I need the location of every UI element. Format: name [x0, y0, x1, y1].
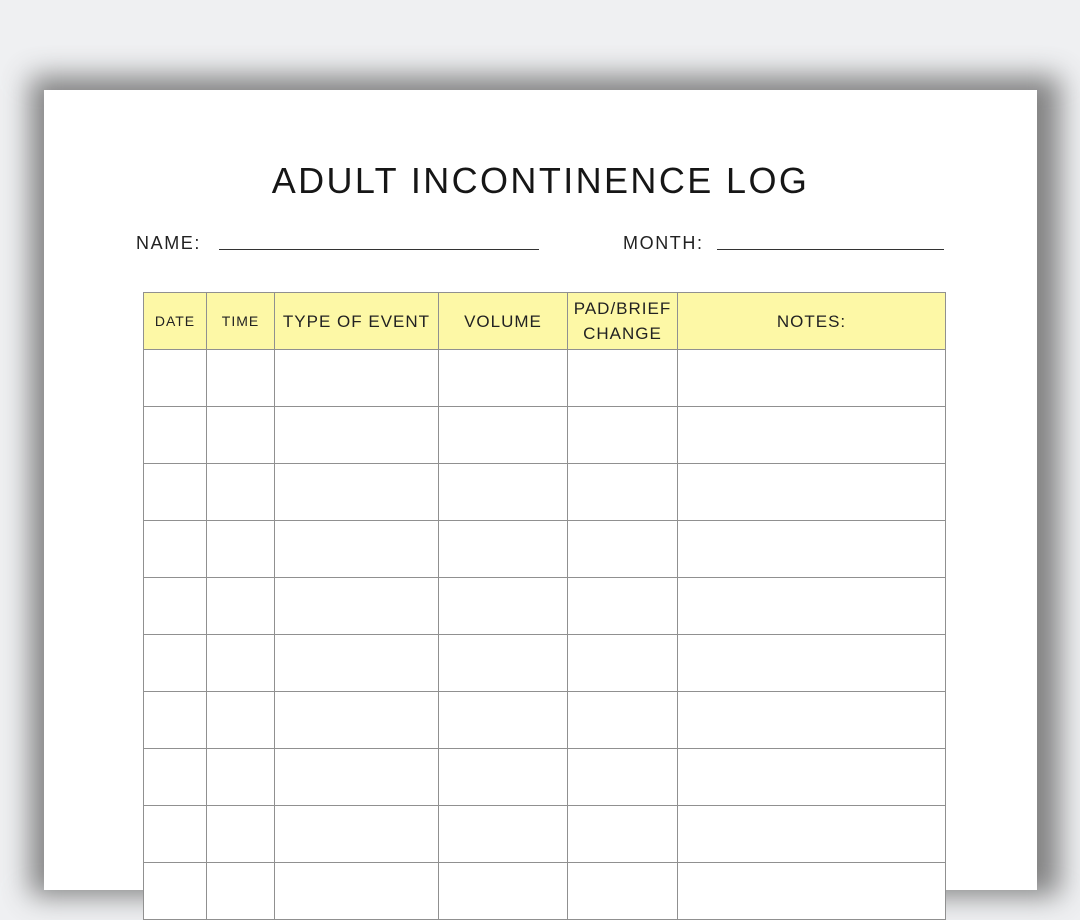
pad-brief-change-cell[interactable] — [568, 578, 678, 635]
volume-cell[interactable] — [439, 407, 568, 464]
pad-brief-change-cell[interactable] — [568, 749, 678, 806]
type-of-event-cell[interactable] — [275, 635, 439, 692]
time-cell[interactable] — [207, 578, 275, 635]
notes-cell[interactable] — [678, 749, 946, 806]
column-header-time: TIME — [207, 293, 275, 350]
type-of-event-cell[interactable] — [275, 806, 439, 863]
pad-brief-change-cell[interactable] — [568, 521, 678, 578]
date-cell[interactable] — [144, 635, 207, 692]
pad-brief-change-cell[interactable] — [568, 863, 678, 920]
date-cell[interactable] — [144, 407, 207, 464]
date-cell[interactable] — [144, 863, 207, 920]
date-cell[interactable] — [144, 464, 207, 521]
time-cell[interactable] — [207, 521, 275, 578]
type-of-event-cell[interactable] — [275, 521, 439, 578]
pad-brief-change-cell[interactable] — [568, 806, 678, 863]
table-row — [144, 521, 946, 578]
notes-cell[interactable] — [678, 692, 946, 749]
type-of-event-cell[interactable] — [275, 863, 439, 920]
notes-cell[interactable] — [678, 863, 946, 920]
notes-cell[interactable] — [678, 407, 946, 464]
type-of-event-cell[interactable] — [275, 749, 439, 806]
date-cell[interactable] — [144, 806, 207, 863]
time-cell[interactable] — [207, 863, 275, 920]
table-row — [144, 350, 946, 407]
notes-cell[interactable] — [678, 806, 946, 863]
name-field-line[interactable] — [219, 249, 539, 250]
table-row — [144, 749, 946, 806]
pad-brief-change-cell[interactable] — [568, 635, 678, 692]
table-row — [144, 806, 946, 863]
notes-cell[interactable] — [678, 464, 946, 521]
volume-cell[interactable] — [439, 350, 568, 407]
type-of-event-cell[interactable] — [275, 464, 439, 521]
column-header-date: DATE — [144, 293, 207, 350]
time-cell[interactable] — [207, 407, 275, 464]
volume-cell[interactable] — [439, 749, 568, 806]
type-of-event-cell[interactable] — [275, 407, 439, 464]
pad-brief-label: PAD/BRIEF — [573, 299, 672, 318]
pad-brief-change-cell[interactable] — [568, 407, 678, 464]
table-row — [144, 863, 946, 920]
month-field-line[interactable] — [717, 249, 944, 250]
pad-brief-change-cell[interactable] — [568, 350, 678, 407]
log-table — [143, 292, 946, 920]
volume-cell[interactable] — [439, 635, 568, 692]
volume-cell[interactable] — [439, 521, 568, 578]
date-cell[interactable] — [144, 350, 207, 407]
date-cell[interactable] — [144, 521, 207, 578]
type-of-event-cell[interactable] — [275, 692, 439, 749]
table-row — [144, 692, 946, 749]
time-cell[interactable] — [207, 806, 275, 863]
notes-cell[interactable] — [678, 350, 946, 407]
time-cell[interactable] — [207, 692, 275, 749]
table-row — [144, 407, 946, 464]
volume-cell[interactable] — [439, 863, 568, 920]
time-cell[interactable] — [207, 635, 275, 692]
pad-brief-change-cell[interactable] — [568, 464, 678, 521]
volume-cell[interactable] — [439, 578, 568, 635]
change-label: CHANGE — [583, 324, 662, 343]
name-label: NAME: — [136, 233, 202, 253]
volume-cell[interactable] — [439, 692, 568, 749]
date-cell[interactable] — [144, 749, 207, 806]
table-header-row — [144, 293, 946, 350]
type-of-event-cell[interactable] — [275, 578, 439, 635]
date-cell[interactable] — [144, 578, 207, 635]
table-row — [144, 578, 946, 635]
table-row — [144, 635, 946, 692]
date-cell[interactable] — [144, 692, 207, 749]
column-header-pad-brief-change — [568, 293, 678, 350]
log-sheet — [44, 90, 1037, 890]
volume-cell[interactable] — [439, 464, 568, 521]
column-header-type-of-event: TYPE OF EVENT — [275, 293, 439, 350]
type-of-event-cell[interactable] — [275, 350, 439, 407]
notes-cell[interactable] — [678, 578, 946, 635]
page-title: ADULT INCONTINENCE LOG — [271, 160, 810, 201]
notes-cell[interactable] — [678, 521, 946, 578]
month-label: MONTH: — [623, 233, 704, 253]
time-cell[interactable] — [207, 464, 275, 521]
notes-cell[interactable] — [678, 635, 946, 692]
time-cell[interactable] — [207, 350, 275, 407]
column-header-volume: VOLUME — [439, 293, 568, 350]
pad-brief-change-cell[interactable] — [568, 692, 678, 749]
time-cell[interactable] — [207, 749, 275, 806]
column-header-notes: NOTES: — [678, 293, 946, 350]
volume-cell[interactable] — [439, 806, 568, 863]
table-row — [144, 464, 946, 521]
